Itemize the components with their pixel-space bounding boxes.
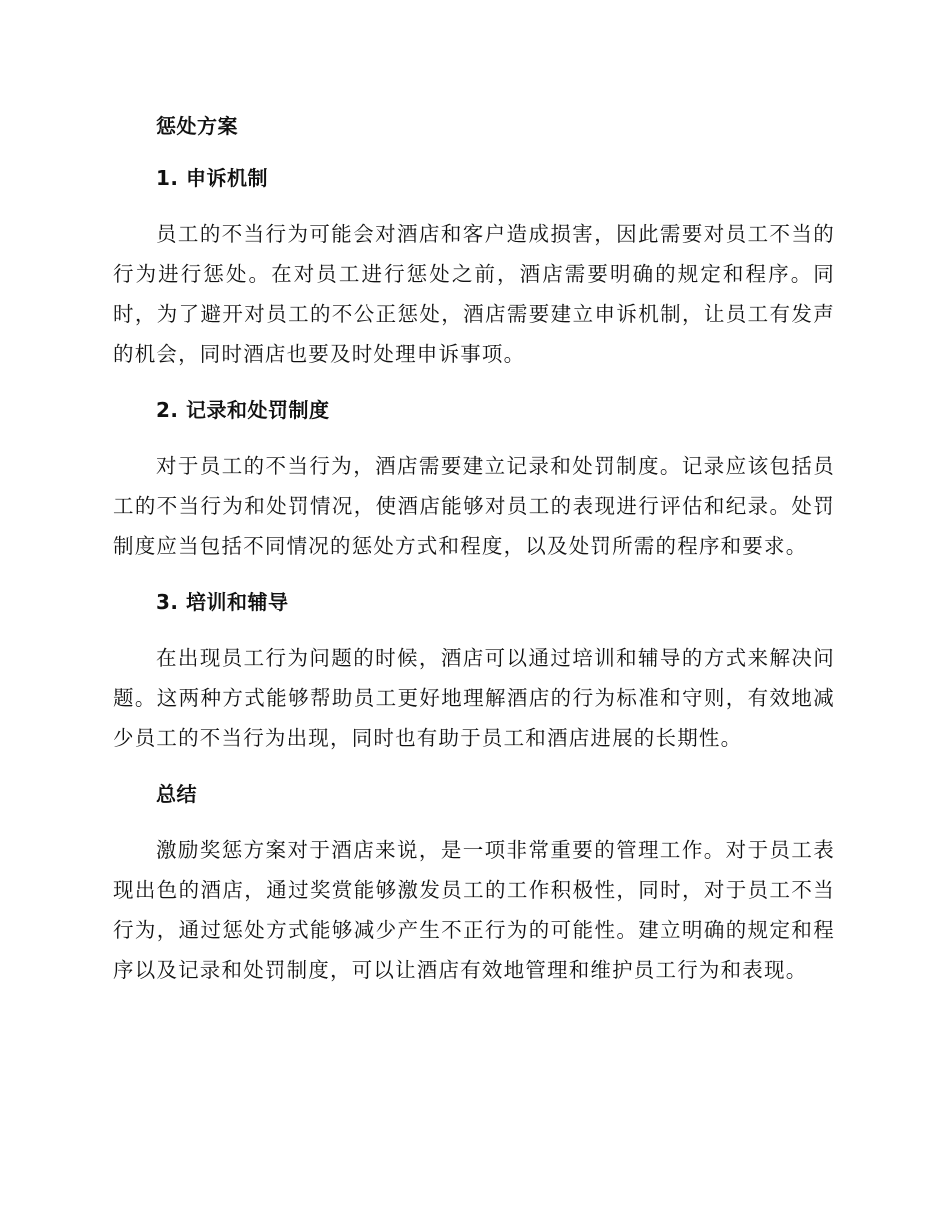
paragraph-record-and-penalty: 对于员工的不当行为，酒店需要建立记录和处罚制度。记录应该包括员工的不当行为和处罚情况，使酒店能够对员工的表现进行评估和纪录。处罚制度应当包括不同情况的惩处方式和程度，以及处罚所需的程序和要求。 bbox=[113, 454, 835, 558]
section-heading-summary: 总结 bbox=[156, 782, 197, 806]
section-heading-appeal-mechanism: 1. 申诉机制 bbox=[156, 166, 268, 190]
section-heading-punishment-plan: 惩处方案 bbox=[156, 114, 238, 138]
document-body bbox=[113, 110, 835, 1010]
section-heading-record-and-penalty: 2. 记录和处罚制度 bbox=[156, 398, 330, 422]
paragraph-appeal-mechanism: 员工的不当行为可能会对酒店和客户造成损害，因此需要对员工不当的行为进行惩处。在对员工进行惩处之前，酒店需要明确的规定和程序。同时，为了避开对员工的不公正惩处，酒店需要建立申诉机制，让员工有发声的机会，同时酒店也要及时处理申诉事项。 bbox=[113, 222, 835, 366]
section-heading-training-and-coaching: 3. 培训和辅导 bbox=[156, 590, 289, 614]
paragraph-training-and-coaching: 在出现员工行为问题的时候，酒店可以通过培训和辅导的方式来解决问题。这两种方式能够帮助员工更好地理解酒店的行为标准和守则，有效地减少员工的不当行为出现，同时也有助于员工和酒店进展的长期性。 bbox=[113, 646, 835, 750]
paragraph-summary: 激励奖惩方案对于酒店来说，是一项非常重要的管理工作。对于员工表现出色的酒店，通过奖赏能够激发员工的工作积极性，同时，对于员工不当行为，通过惩处方式能够减少产生不正行为的可能性。建立明确的规定和程序以及记录和处罚制度，可以让酒店有效地管理和维护员工行为和表现。 bbox=[113, 838, 835, 982]
